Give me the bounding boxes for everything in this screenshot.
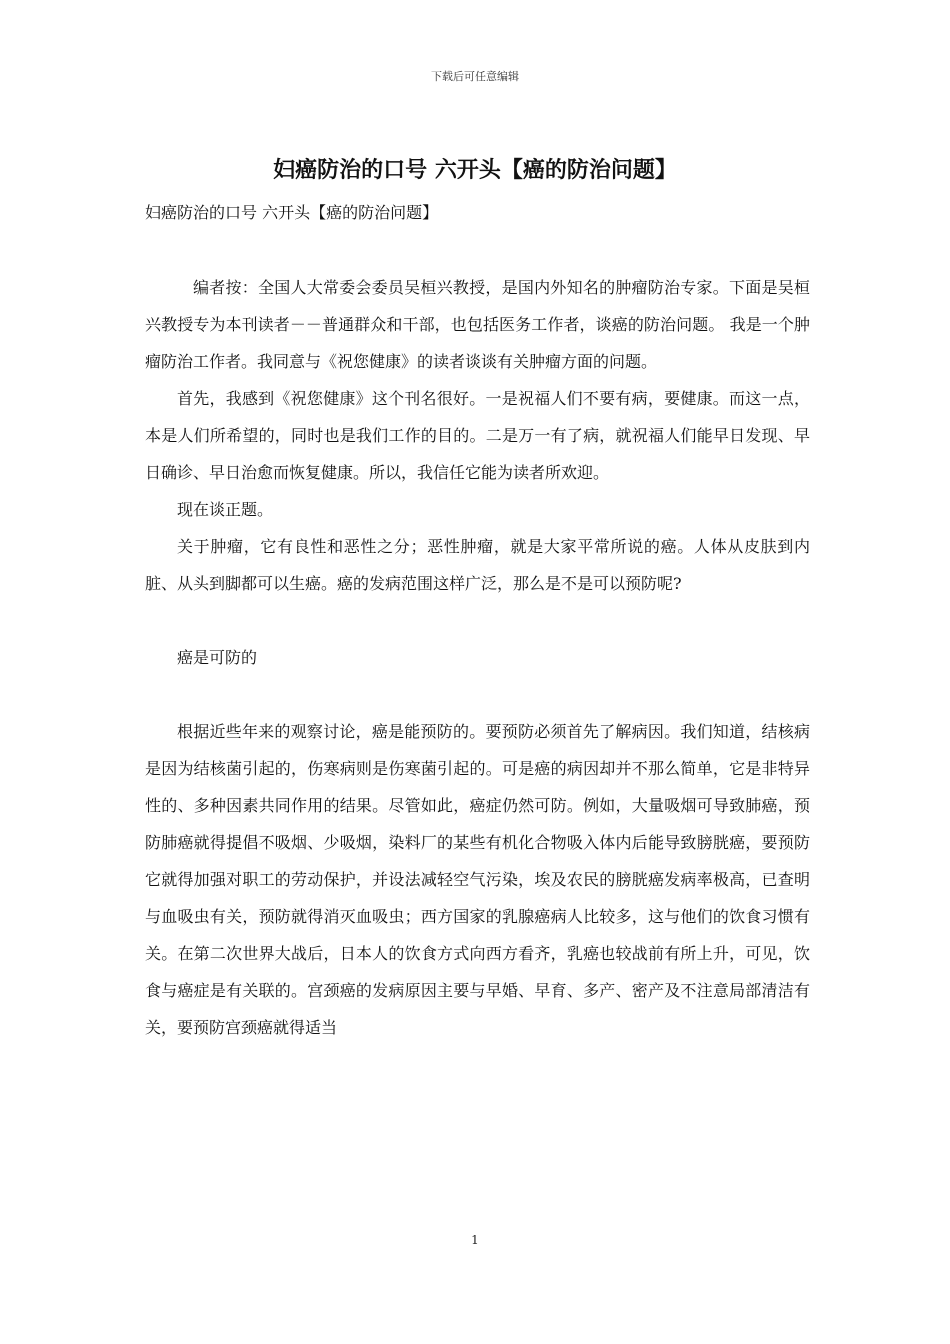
body-paragraph: 首先，我感到《祝您健康》这个刊名很好。一是祝福人们不要有病，要健康。而这一点，本是人们所希望的，同时也是我们工作的目的。二是万一有了病，就祝福人们能早日发现、早日确诊、早日治愈而恢复健康。所以，我信任它能为读者所欢迎。 bbox=[145, 389, 810, 482]
document-title: 妇癌防治的口号 六开头【癌的防治问题】 bbox=[273, 157, 677, 183]
body-paragraph: 现在谈正题。 bbox=[177, 500, 274, 519]
page-number: 1 bbox=[471, 1233, 479, 1247]
body-paragraph: 关于肿瘤，它有良性和恶性之分；恶性肿瘤，就是大家平常所说的癌。人体从皮肤到内脏、从头到脚都可以生癌。癌的发病范围这样广泛，那么是不是可以预防呢? bbox=[145, 537, 810, 593]
editor-note-paragraph: 编者按：全国人大常委会委员吴桓兴教授，是国内外知名的肿瘤防治专家。下面是吴桓兴教授专为本刊读者－－普通群众和干部，也包括医务工作者，谈癌的防治问题。 我是一个肿瘤防治工作者。我同意与《祝您健康》的读者谈谈有关肿瘤方面的问题。 bbox=[145, 278, 810, 371]
document-subtitle: 妇癌防治的口号 六开头【癌的防治问题】 bbox=[145, 203, 439, 222]
page-header-note: 下载后可任意编辑 bbox=[431, 70, 519, 83]
body-paragraph: 根据近些年来的观察讨论，癌是能预防的。要预防必须首先了解病因。我们知道，结核病是因为结核菌引起的，伤寒病则是伤寒菌引起的。可是癌的病因却并不那么简单，它是非特异性的、多种因素共同作用的结果。尽管如此，癌症仍然可防。例如，大量吸烟可导致肺癌，预防肺癌就得提倡不吸烟、少吸烟，染料厂的某些有机化合物吸入体内后能导致膀胱癌，要预防它就得加强对职工的劳动保护，并设法减轻空气污染，埃及农民的膀胱癌发病率极高，已查明与血吸虫有关，预防就得消灭血吸虫；西方国家的乳腺癌病人比较多，这与他们的饮食习惯有关。在第二次世界大战后，日本人的饮食方式向西方看齐，乳癌也较战前有所上升，可见，饮食与癌症是有关联的。宫颈癌的发病原因主要与早婚、早育、多产、密产及不注意局部清洁有关，要预防宫颈癌就得适当 bbox=[145, 722, 810, 1037]
document-body bbox=[145, 269, 810, 1046]
section-heading: 癌是可防的 bbox=[177, 648, 258, 667]
